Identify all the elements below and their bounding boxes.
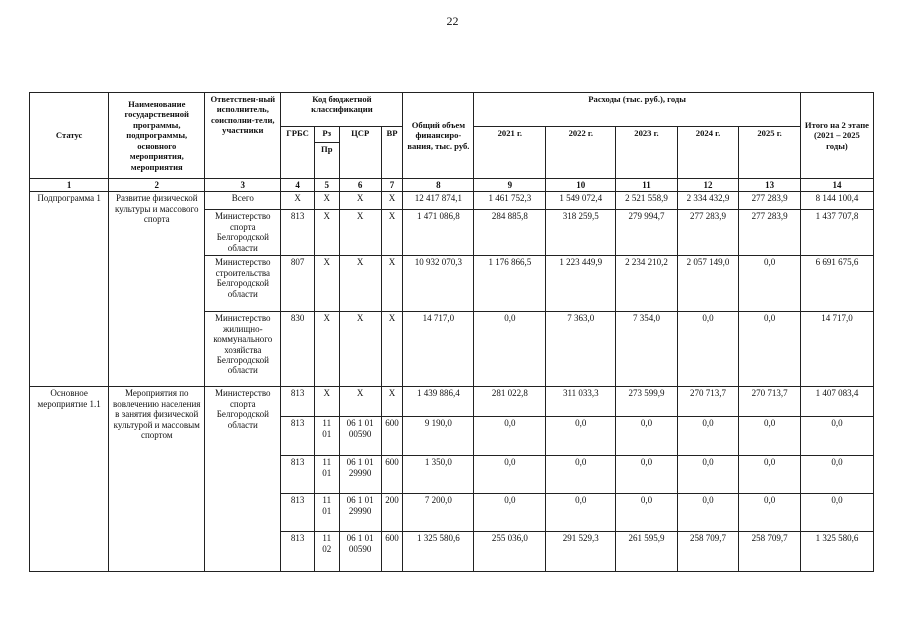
stage-cell: 1 325 580,6 [800, 532, 873, 572]
y2024-cell: 277 283,9 [677, 210, 739, 256]
vr-cell: X [381, 256, 403, 312]
y2025-cell: 0,0 [739, 456, 801, 494]
table-row [30, 387, 874, 417]
grbs-cell: 813 [281, 532, 314, 572]
total-cell: 7 200,0 [403, 494, 474, 532]
header-year-2025: 2025 г. [739, 127, 801, 179]
y2024-cell: 258 709,7 [677, 532, 739, 572]
pr-value: 01 [322, 428, 332, 439]
y2022-cell: 0,0 [546, 494, 616, 532]
stage-cell: 0,0 [800, 417, 873, 456]
y2024-cell: 0,0 [677, 494, 739, 532]
table-row [30, 192, 874, 210]
rz-value: X [323, 388, 331, 399]
section1-name: Развитие физической культуры и массового спорта [109, 192, 205, 387]
pr-value: 01 [322, 505, 332, 516]
rz-cell [314, 494, 339, 532]
header-vr: ВР [381, 127, 403, 179]
y2021-cell: 0,0 [474, 494, 546, 532]
y2021-cell: 0,0 [474, 417, 546, 456]
stage-cell: 6 691 675,6 [800, 256, 873, 312]
total-cell: 12 417 874,1 [403, 192, 474, 210]
y2021-cell: 0,0 [474, 456, 546, 494]
stage-cell: 1 437 707,8 [800, 210, 873, 256]
pr-value: 02 [322, 543, 332, 554]
csr-value-part1: 06 1 01 [346, 533, 374, 544]
y2021-cell: 255 036,0 [474, 532, 546, 572]
total-cell: 1 439 886,4 [403, 387, 474, 417]
header-pr: Пр [314, 143, 339, 179]
vr-cell: X [381, 387, 403, 417]
y2024-cell: 0,0 [677, 456, 739, 494]
section2-executor: Министерство спорта Белгородской области [205, 387, 281, 572]
col-number: 11 [616, 179, 678, 192]
grbs-cell: 813 [281, 387, 314, 417]
header-executor: Ответствен-ный исполнитель, соисполни-тели, участники [205, 93, 281, 179]
y2025-cell: 0,0 [739, 494, 801, 532]
col-number: 5 [314, 179, 339, 192]
header-rz: Рз [314, 127, 339, 143]
y2022-cell: 291 529,3 [546, 532, 616, 572]
y2021-cell: 1 176 866,5 [474, 256, 546, 312]
y2023-cell: 0,0 [616, 456, 678, 494]
section1-status: Подпрограмма 1 [30, 192, 109, 387]
y2022-cell: 0,0 [546, 417, 616, 456]
total-cell: 1 471 086,8 [403, 210, 474, 256]
y2022-cell: 318 259,5 [546, 210, 616, 256]
y2021-cell: 0,0 [474, 312, 546, 387]
grbs-cell: 813 [281, 210, 314, 256]
pr-value: 01 [322, 467, 332, 478]
total-cell: 9 190,0 [403, 417, 474, 456]
y2021-cell: 281 022,8 [474, 387, 546, 417]
rz-value: 11 [322, 418, 332, 429]
csr-cell: X [339, 192, 381, 210]
rz-value: 11 [322, 533, 332, 544]
y2025-cell: 258 709,7 [739, 532, 801, 572]
stage-cell: 1 407 083,4 [800, 387, 873, 417]
y2024-cell: 0,0 [677, 417, 739, 456]
rz-cell: X [314, 210, 339, 256]
stage-cell: 8 144 100,4 [800, 192, 873, 210]
col-number: 10 [546, 179, 616, 192]
csr-cell [339, 417, 381, 456]
rz-cell [314, 532, 339, 572]
stage-cell: 14 717,0 [800, 312, 873, 387]
rz-value: 11 [322, 457, 332, 468]
col-number: 14 [800, 179, 873, 192]
csr-cell [339, 456, 381, 494]
vr-cell: X [381, 312, 403, 387]
csr-cell [339, 532, 381, 572]
y2023-cell: 0,0 [616, 417, 678, 456]
col-number: 8 [403, 179, 474, 192]
csr-value-part2: 29990 [348, 467, 372, 478]
y2021-cell: 1 461 752,3 [474, 192, 546, 210]
y2022-cell: 1 549 072,4 [546, 192, 616, 210]
y2023-cell: 273 599,9 [616, 387, 678, 417]
grbs-cell: 807 [281, 256, 314, 312]
csr-cell: X [339, 312, 381, 387]
y2024-cell: 2 334 432,9 [677, 192, 739, 210]
section2-status: Основное мероприятие 1.1 [30, 387, 109, 572]
y2024-cell: 0,0 [677, 312, 739, 387]
grbs-cell: 830 [281, 312, 314, 387]
rz-cell [314, 387, 339, 417]
col-number: 1 [30, 179, 109, 192]
total-cell: 14 717,0 [403, 312, 474, 387]
header-year-2022: 2022 г. [546, 127, 616, 179]
header-expenses-group: Расходы (тыс. руб.), годы [474, 93, 801, 127]
executor: Министерство спорта Белгородской области [205, 210, 281, 256]
header-stage-total: Итого на 2 этапе (2021 – 2025 годы) [800, 93, 873, 179]
y2025-cell: 277 283,9 [739, 192, 801, 210]
y2022-cell: 0,0 [546, 456, 616, 494]
col-number: 13 [739, 179, 801, 192]
col-number: 4 [281, 179, 314, 192]
grbs-cell: X [281, 192, 314, 210]
grbs-cell: 813 [281, 456, 314, 494]
csr-value-part2: 29990 [348, 505, 372, 516]
vr-cell: 600 [381, 417, 403, 456]
col-number: 3 [205, 179, 281, 192]
y2023-cell: 2 521 558,9 [616, 192, 678, 210]
col-number: 7 [381, 179, 403, 192]
executor: Министерство строительства Белгородской области [205, 256, 281, 312]
csr-cell: X [339, 256, 381, 312]
y2025-cell: 0,0 [739, 417, 801, 456]
header-year-2024: 2024 г. [677, 127, 739, 179]
csr-value-part1: X [356, 388, 364, 399]
vr-cell: 600 [381, 456, 403, 494]
y2024-cell: 2 057 149,0 [677, 256, 739, 312]
y2025-cell: 277 283,9 [739, 210, 801, 256]
rz-cell [314, 456, 339, 494]
grbs-cell: 813 [281, 494, 314, 532]
col-number: 6 [339, 179, 381, 192]
rz-value: 11 [322, 495, 332, 506]
col-number: 2 [109, 179, 205, 192]
executor: Всего [205, 192, 281, 210]
csr-value-part1: 06 1 01 [346, 457, 374, 468]
executor: Министерство жилищно-коммунального хозяйства Белгородской области [205, 312, 281, 387]
y2022-cell: 1 223 449,9 [546, 256, 616, 312]
y2025-cell: 0,0 [739, 312, 801, 387]
header-name: Наименование государственной программы, подпрограммы, основного мероприятия, мероприятия [109, 93, 205, 179]
header-total: Общий объем финансиро-вания, тыс. руб. [403, 93, 474, 179]
header-status: Статус [30, 93, 109, 179]
page-number: 22 [446, 14, 459, 28]
y2023-cell: 2 234 210,2 [616, 256, 678, 312]
total-cell: 10 932 070,3 [403, 256, 474, 312]
stage-cell: 0,0 [800, 456, 873, 494]
total-cell: 1 350,0 [403, 456, 474, 494]
csr-value-part2: 00590 [348, 428, 372, 439]
csr-value-part2: 00590 [348, 543, 372, 554]
grbs-cell: 813 [281, 417, 314, 456]
y2021-cell: 284 885,8 [474, 210, 546, 256]
rz-cell: X [314, 192, 339, 210]
csr-cell [339, 387, 381, 417]
stage-cell: 0,0 [800, 494, 873, 532]
csr-value-part1: 06 1 01 [346, 418, 374, 429]
header-year-2021: 2021 г. [474, 127, 546, 179]
col-number: 12 [677, 179, 739, 192]
header-grbs: ГРБС [281, 127, 314, 179]
rz-cell: X [314, 312, 339, 387]
y2023-cell: 279 994,7 [616, 210, 678, 256]
y2023-cell: 7 354,0 [616, 312, 678, 387]
budget-table [29, 92, 874, 572]
vr-cell: X [381, 192, 403, 210]
csr-cell: X [339, 210, 381, 256]
y2025-cell: 270 713,7 [739, 387, 801, 417]
section2-name: Мероприятия по вовлечению населения в занятия физической культурой и массовым спортом [109, 387, 205, 572]
header-csr: ЦСР [339, 127, 381, 179]
header-code-group: Код бюджетной классификации [281, 93, 403, 127]
csr-value-part1: 06 1 01 [346, 495, 374, 506]
y2025-cell: 0,0 [739, 256, 801, 312]
header-year-2023: 2023 г. [616, 127, 678, 179]
y2022-cell: 7 363,0 [546, 312, 616, 387]
y2023-cell: 0,0 [616, 494, 678, 532]
col-number: 9 [474, 179, 546, 192]
y2024-cell: 270 713,7 [677, 387, 739, 417]
vr-cell: 600 [381, 532, 403, 572]
vr-cell: X [381, 210, 403, 256]
csr-cell [339, 494, 381, 532]
rz-cell: X [314, 256, 339, 312]
total-cell: 1 325 580,6 [403, 532, 474, 572]
y2023-cell: 261 595,9 [616, 532, 678, 572]
y2022-cell: 311 033,3 [546, 387, 616, 417]
rz-cell [314, 417, 339, 456]
vr-cell: 200 [381, 494, 403, 532]
